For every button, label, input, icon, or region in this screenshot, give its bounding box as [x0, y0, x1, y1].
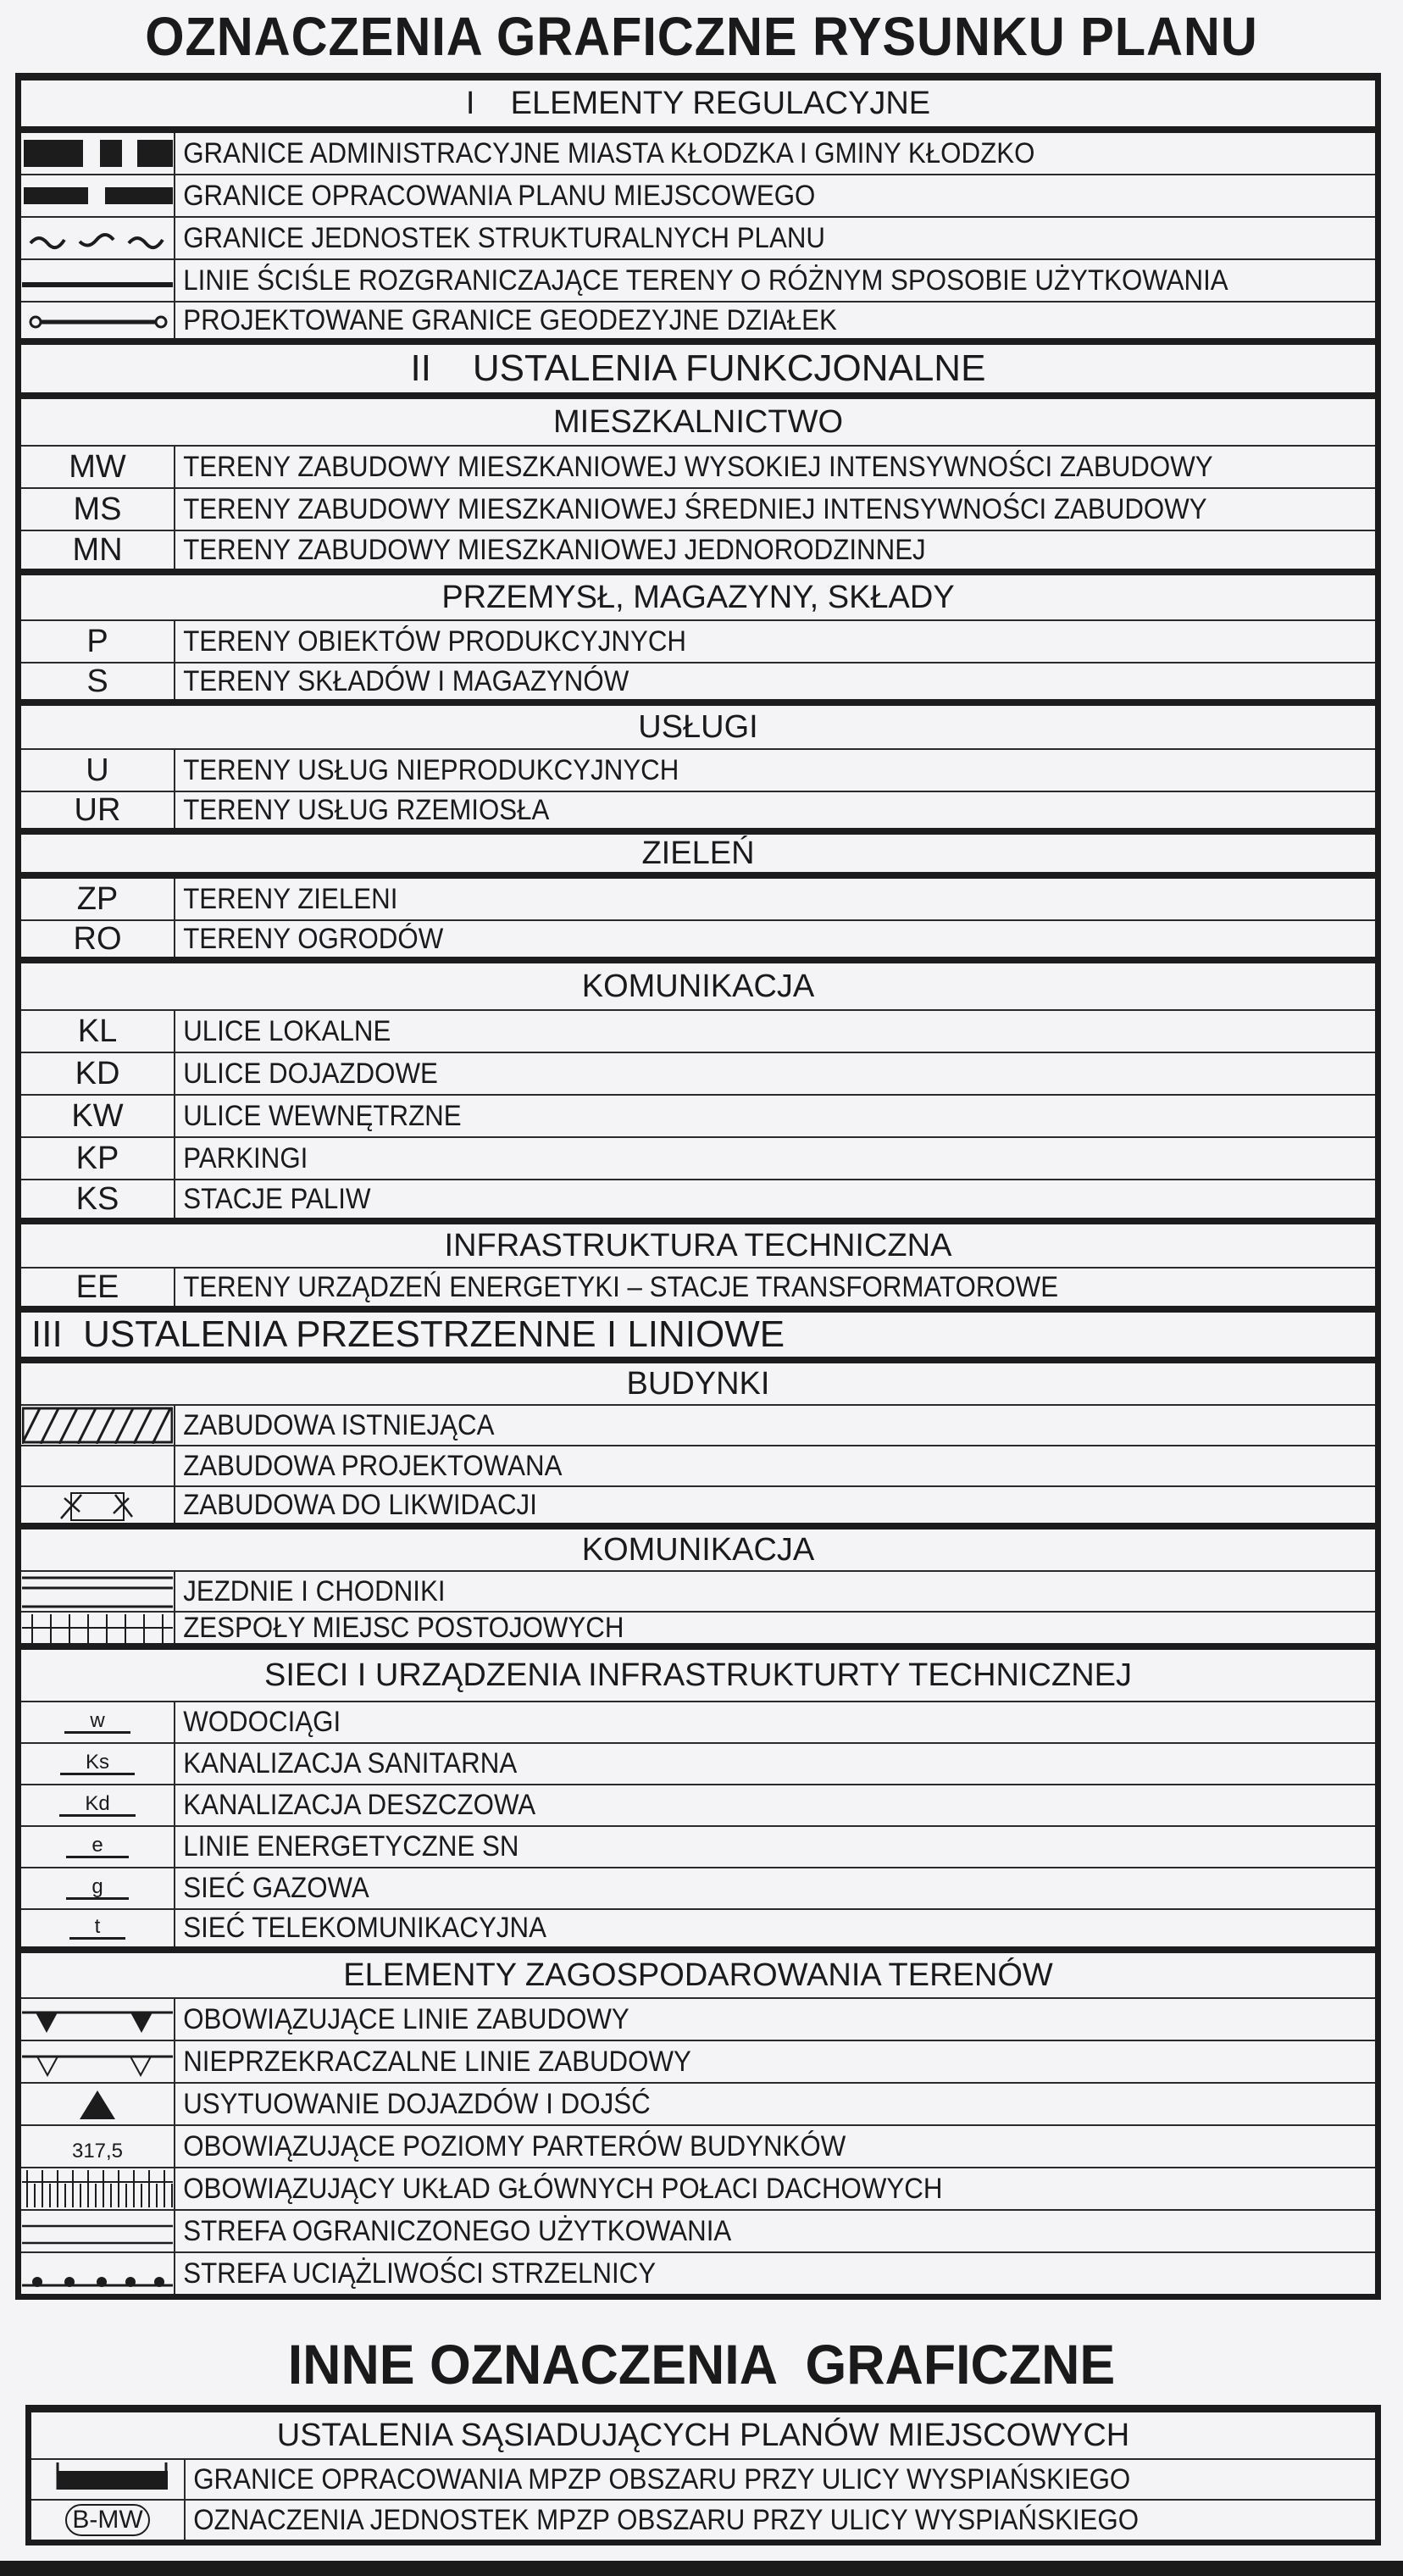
group-title: INFRASTRUKTURA TECHNICZNA — [444, 1227, 952, 1263]
legend-code: MS — [21, 489, 175, 530]
legend-code: S — [21, 663, 175, 699]
legend-row — [21, 621, 1375, 663]
legend-row — [21, 1053, 1375, 1096]
legend-label: GRANICE JEDNOSTEK STRUKTURALNYCH PLANU — [183, 221, 825, 254]
other-markings-title: INNE OZNACZENIA GRAFICZNE — [287, 2333, 1116, 2396]
legend-label: ULICE LOKALNE — [183, 1014, 391, 1047]
scan-edge — [0, 2561, 1403, 2576]
group-header-elementy — [21, 1953, 1375, 1999]
legend-row — [21, 1572, 1375, 1613]
legend-row — [21, 133, 1375, 175]
legend-row — [21, 2253, 1375, 2294]
legend-code: MW — [21, 447, 175, 487]
legend-row — [21, 1910, 1375, 1953]
legend-label: KANALIZACJA DESZCZOWA — [183, 1789, 536, 1821]
legend-label: LINIE ENERGETYCZNE SN — [183, 1830, 519, 1863]
demolition-building-icon — [21, 1487, 175, 1523]
legend-row — [21, 2211, 1375, 2253]
legend-row — [21, 1827, 1375, 1868]
legend-code: KP — [21, 1138, 175, 1179]
legend-code: B-MW — [65, 2504, 149, 2536]
legend-label: NIEPRZEKRACZALNE LINIE ZABUDOWY — [183, 2045, 691, 2078]
legend-code: EE — [21, 1269, 175, 1306]
road-lines-icon — [21, 1572, 175, 1611]
legend-row — [21, 1446, 1375, 1487]
legend-row — [21, 1702, 1375, 1744]
group-title: ELEMENTY ZAGOSPODAROWANIA TERENÓW — [343, 1957, 1053, 1993]
water-line-icon — [21, 1702, 175, 1742]
restricted-zone-icon — [21, 2211, 175, 2251]
group-title: MIESZKALNICTWO — [552, 403, 844, 440]
group-header-infrastruktura — [21, 1224, 1375, 1269]
legend-row — [21, 531, 1375, 575]
group-title: SIECI I URZĄDZENIA INFRASTRUKTURTY TECHNICZNEJ — [264, 1657, 1132, 1693]
legend-row — [21, 260, 1375, 303]
group-title: BUDYNKI — [626, 1365, 770, 1402]
legend-label: TERENY ZABUDOWY MIESZKANIOWEJ WYSOKIEJ INTENSYWNOŚCI ZABUDOWY — [183, 450, 1213, 483]
legend-label: OBOWIĄZUJĄCE POZIOMY PARTERÓW BUDYNKÓW — [183, 2129, 846, 2162]
legend-row — [21, 447, 1375, 489]
legend-row — [21, 1999, 1375, 2041]
legend-label: GRANICE OPRACOWANIA MPZP OBSZARU PRZY ULICY WYSPIAŃSKIEGO — [193, 2462, 1131, 2496]
legend-label: GRANICE ADMINISTRACYJNE MIASTA KŁODZKA I GMINY KŁODZKO — [183, 136, 1035, 169]
unit-label-icon — [31, 2501, 186, 2540]
legend-label: OZNACZENIA JEDNOSTEK MPZP OBSZARU PRZY ULICY WYSPIAŃSKIEGO — [193, 2503, 1140, 2536]
legend-label: TERENY USŁUG NIEPRODUKCYJNYCH — [183, 753, 679, 786]
group-header-mieszkalnictwo — [21, 399, 1375, 447]
legend-code: w — [64, 1711, 130, 1734]
legend-row — [21, 879, 1375, 921]
legend-label: STACJE PALIW — [183, 1182, 371, 1215]
group-title: USŁUGI — [638, 708, 758, 745]
legend-label: PARKINGI — [183, 1141, 308, 1174]
group-header-zielen — [21, 835, 1375, 879]
legend-row — [21, 2084, 1375, 2126]
telecom-line-icon — [21, 1910, 175, 1946]
group-header-komunikacja-3 — [21, 1530, 1375, 1572]
legend-code: KL — [21, 1011, 175, 1052]
legend-code: t — [69, 1917, 126, 1940]
legend-label: WODOCIĄGI — [183, 1706, 341, 1738]
legend-code: U — [21, 750, 175, 791]
legend-code: KD — [21, 1053, 175, 1094]
group-title: KOMUNIKACJA — [581, 1531, 815, 1568]
legend-code: KS — [21, 1180, 175, 1218]
plan-boundary-icon — [21, 175, 175, 216]
gas-line-icon — [21, 1868, 175, 1908]
legend-row — [21, 1180, 1375, 1224]
legend-row — [21, 2041, 1375, 2084]
legend-row — [21, 1487, 1375, 1530]
legend-code: 317,5 — [71, 2140, 124, 2162]
legend-code: P — [21, 621, 175, 662]
legend-label: TERENY ZABUDOWY MIESZKANIOWEJ ŚREDNIEJ INTENSYWNOŚCI ZABUDOWY — [183, 492, 1207, 525]
legend-code: ZP — [21, 879, 175, 919]
legend-row — [31, 2501, 1375, 2540]
section-3-header — [21, 1313, 1375, 1363]
power-line-icon — [21, 1827, 175, 1867]
legend-label: USYTUOWANIE DOJAZDÓW I DOJŚĆ — [183, 2087, 651, 2120]
group-title: PRZEMYSŁ, MAGAZYNY, SKŁADY — [441, 579, 955, 615]
legend-label: STREFA OGRANICZONEGO UŻYTKOWANIA — [183, 2214, 732, 2247]
access-triangle-icon — [21, 2084, 175, 2124]
legend-label: STREFA UCIĄŻLIWOŚCI STRZELNICY — [183, 2257, 657, 2290]
legend-code: MN — [21, 531, 175, 569]
solid-line-icon — [21, 260, 175, 301]
group-header-sieci — [21, 1650, 1375, 1702]
legend-label: TERENY ZIELENI — [183, 882, 398, 915]
neighbor-boundary-icon — [31, 2460, 186, 2499]
legend-row — [21, 663, 1375, 706]
legend-row — [21, 489, 1375, 531]
legend-row — [21, 175, 1375, 218]
ground-floor-level-icon — [21, 2126, 175, 2167]
legend-box — [15, 73, 1381, 2300]
legend-label: TERENY URZĄDZEŃ ENERGETYKI – STACJE TRANSFORMATOROWE — [183, 1270, 1059, 1303]
section-1-header — [21, 80, 1375, 133]
legend-row — [21, 1406, 1375, 1446]
group-header-budynki — [21, 1363, 1375, 1406]
empty-building-icon — [21, 1446, 175, 1485]
legend-label: ULICE WEWNĘTRZNE — [183, 1099, 462, 1132]
legend-row — [21, 1269, 1375, 1313]
neighbor-plans-header — [31, 2412, 1375, 2460]
legend-label: JEZDNIE I CHODNIKI — [183, 1574, 446, 1607]
group-header-uslugi — [21, 706, 1375, 750]
legend-row — [21, 1744, 1375, 1785]
legend-code: g — [66, 1877, 128, 1900]
legend-row — [21, 218, 1375, 260]
legend-code: Ks — [60, 1752, 135, 1775]
wavy-line-icon — [21, 218, 175, 258]
legend-row — [21, 1011, 1375, 1053]
group-header-komunikacja — [21, 963, 1375, 1011]
legend-code: UR — [21, 792, 175, 828]
shooting-range-zone-icon — [21, 2253, 175, 2294]
legend-label: SIEĆ GAZOWA — [183, 1872, 369, 1904]
group-header-przemysl — [21, 575, 1375, 621]
legend-row — [21, 1096, 1375, 1138]
legend-label: TERENY ZABUDOWY MIESZKANIOWEJ JEDNORODZINNEJ — [183, 533, 926, 566]
legend-row — [21, 303, 1375, 345]
legend-label: SIEĆ TELEKOMUNIKACYJNA — [183, 1912, 546, 1944]
legend-code: Kd — [59, 1794, 135, 1817]
legend-row — [21, 1868, 1375, 1910]
legend-label: ZABUDOWA PROJEKTOWANA — [183, 1449, 563, 1482]
admin-boundary-icon — [21, 133, 175, 174]
section-1-title: I ELEMENTY REGULACYJNE — [465, 85, 931, 121]
section-3-title: III USTALENIA PRZESTRZENNE I LINIOWE — [31, 1313, 785, 1355]
filled-triangle-line-icon — [21, 1999, 175, 2040]
legend-row — [21, 1785, 1375, 1827]
legend-row — [21, 2126, 1375, 2168]
legend-label: ULICE DOJAZDOWE — [183, 1057, 438, 1090]
legend-row — [21, 1138, 1375, 1180]
page-title: OZNACZENIA GRAFICZNE RYSUNKU PLANU — [145, 6, 1258, 67]
legend-row — [21, 921, 1375, 963]
legend-label: ZABUDOWA ISTNIEJĄCA — [183, 1408, 495, 1441]
legend-label: PROJEKTOWANE GRANICE GEODEZYJNE DZIAŁEK — [183, 303, 837, 336]
legend-row — [21, 750, 1375, 792]
parking-grid-icon — [21, 1613, 175, 1643]
legend-code: RO — [21, 921, 175, 957]
legend-label: KANALIZACJA SANITARNA — [183, 1747, 518, 1779]
section-2-title: II USTALENIA FUNKCJONALNE — [410, 347, 986, 389]
legend-label: GRANICE OPRACOWANIA PLANU MIEJSCOWEGO — [183, 179, 816, 212]
legend-row — [21, 792, 1375, 835]
sanitary-sewer-icon — [21, 1744, 175, 1784]
neighbor-plans-box — [25, 2405, 1381, 2545]
group-title: KOMUNIKACJA — [581, 968, 815, 1004]
roof-slope-icon — [21, 2168, 175, 2209]
legend-code: e — [66, 1835, 128, 1858]
legend-label: TERENY OBIEKTÓW PRODUKCYJNYCH — [183, 625, 687, 658]
hatched-building-icon — [21, 1406, 175, 1445]
legend-label: TERENY OGRODÓW — [183, 922, 444, 955]
group-title: ZIELEŃ — [641, 835, 755, 871]
group-title: USTALENIA SĄSIADUJĄCYCH PLANÓW MIEJSCOWYCH — [276, 2417, 1130, 2453]
legend-label: ZESPOŁY MIEJSC POSTOJOWYCH — [183, 1611, 624, 1644]
legend-row — [31, 2460, 1375, 2501]
legend-label: ZABUDOWA DO LIKWIDACJI — [183, 1488, 537, 1521]
hollow-triangle-line-icon — [21, 2041, 175, 2082]
legend-row — [21, 1613, 1375, 1650]
legend-label: TERENY SKŁADÓW I MAGAZYNÓW — [183, 664, 629, 697]
section-2-header — [21, 345, 1375, 399]
legend-label: TERENY USŁUG RZEMIOSŁA — [183, 793, 550, 826]
storm-sewer-icon — [21, 1785, 175, 1825]
legend-label: OBOWIĄZUJĄCE LINIE ZABUDOWY — [183, 2002, 629, 2035]
geodetic-line-icon — [21, 303, 175, 338]
legend-code: KW — [21, 1096, 175, 1136]
legend-label: LINIE ŚCIŚLE ROZGRANICZAJĄCE TERENY O RÓŻNYM SPOSOBIE UŻYTKOWANIA — [183, 264, 1228, 297]
legend-row — [21, 2168, 1375, 2211]
legend-label: OBOWIĄZUJĄCY UKŁAD GŁÓWNYCH POŁACI DACHOWYCH — [183, 2172, 943, 2205]
